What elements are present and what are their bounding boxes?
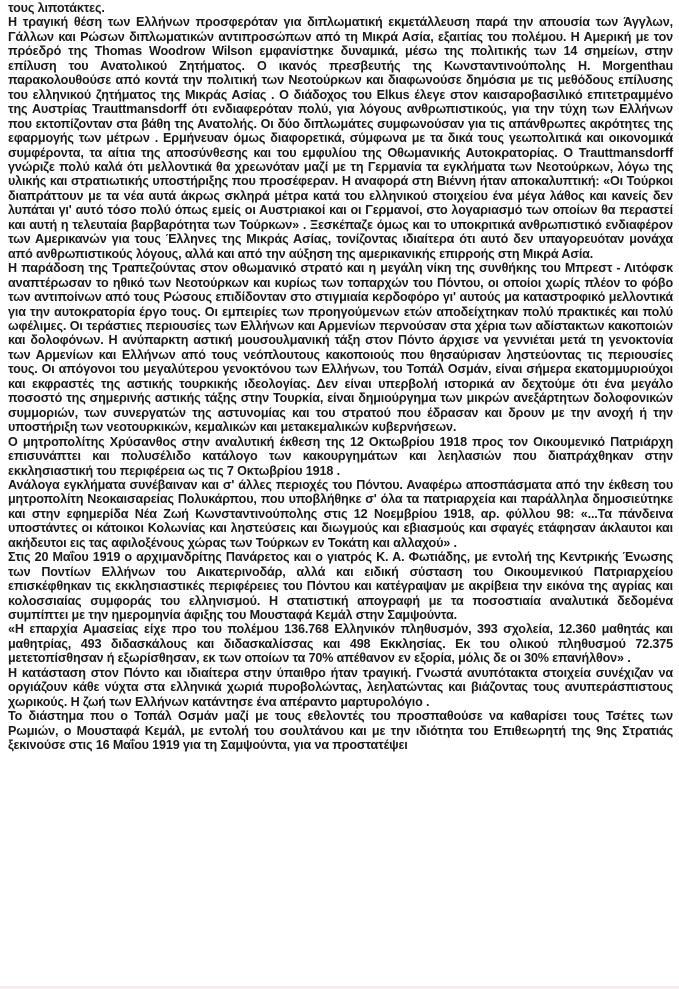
paragraph-topal-osman-kemal: Το διάστημα που ο Τοπάλ Οσμάν μαζί με τους εθελοντές του προσπαθούσε να καθαρίσει τους Τσέτες των Ρωμιών, ο Μουσταφά Κεμάλ, με εντολή του σουλτάνου και με την ιδιότητα του Επιθεωρητή της 9ης Στρατιάς ξεκινούσε στις 16 Μαΐου 1919 για τη Σαμψούντα, για να προστατέψει [8, 709, 673, 753]
document-page [8, 1, 673, 753]
paragraph-diplomacy: Η τραγική θέση των Ελλήνων προσφερόταν για διπλωματική εκμετάλλευση παρά την απουσία των Άγγλων, Γάλλων και Ρώσων διπλωματικών αντιπροσώπων από τη Μικρά Ασία, εξαιτίας του πολέμου. Η Αμερική με τον πρόεδρό της Thomas Woodrow Wilson εμφανίστηκε δυναμικά, μέσω της πολιτικής των 14 σημείων, στην επίλυση του Ανατολικού Ζητήματος. Ο ικανός πρεσβευτής της Κωνσταντινούπολης H. Morgenthau παρακολουθούσε από κοντά την πολιτική των Νεοτούρκων και διαφωνούσε δημόσια με τις μεθόδους επίλυσης του ελληνικού ζητήματος της Μικράς Ασίας . Ο διάδοχος του Elkus έλεγε στον καισαροβασιλικό επιτετραμμένο της Αυστρίας Trauttmansdorff ότι ενδιαφερόταν πολύ, για λόγους ανθρωπιστικούς, για την τύχη των Ελλήνων που εκτοπίζονταν στα βάθη της Ανατολής. Οι δύο διπλωμάτες συμφωνούσαν για τις απάνθρωπες ακρότητες της εφαρμογής των μέτρων . Ερμήνευαν όμως διαφορετικά, σύμφωνα με τα δικά τους γεωπολιτικά και οικονομικά συμφέροντα, τα αίτια της αποσύνθεσης και του εμφυλίου της Οθωμανικής Αυτοκρατορίας. Ο Trauttmansdorff γνώριζε πολύ καλά ότι μελλοντικά θα χρεωνόταν μαζί με τη Γερμανία τα εγκλήματα των Νεοτούρκων, λόγω της υλικής και στρατιωτικής υποστήριξης που προσέφεραν. Η αναφορά στη Βιέννη ήταν αποκαλυπτική: «Οι Τούρκοι διαπράττουν με τα νέα αυτά άκρως σκληρά μέτρα κατά του ελληνικού στοιχείου ένα μέγα λάθος και κανείς δεν λυπάται γι' αυτό τόσο πολύ όπως εμείς οι Αυστριακοί και οι Γερμανοί, στο λογαριασμό των οποίων θα περαστεί και αυτή η τελευταία βαρβαρότητα των Τούρκων» . Ξεσκέπαζε όμως και το υποκριτικά ανθρωπιστικό ενδιαφέρον των Αμερικανών για τους Έλληνες της Μικράς Ασίας, τονίζοντας ιδιαίτερα ότι αυτό δεν υπαγορευόταν μονάχα από ανθρωπιστικούς λόγους, αλλά και από την αύξηση της αμερικανικής επιρροής στη Μικρά Ασία. [8, 15, 673, 261]
paragraph-chrysanthos-report: Ο μητροπολίτης Χρύσανθος στην αναλυτική έκθεση της 12 Οκτωβρίου 1918 προς τον Οικουμενικό Πατριάρχη επισυνάπτει και πολυσέλιδο κατάλογο των κακουργημάτων και λεηλασιών που διαπράχθηκαν στην εκκλησιαστική του περιφέρεια ως τις 7 Οκτωβρίου 1918 . [8, 434, 673, 478]
paragraph-amasya-quote: «Η επαρχία Αμασείας είχε προ του πολέμου 136.768 Ελληνικόν πληθυσμόν, 393 σχολεία, 12.360 μαθητάς και μαθητρίας, 493 διδασκάλους και διδασκαλίσσας και 498 Εκκλησίας. Εκ του ολικού πληθυσμού 72.375 μετετοπίσθησαν ή εξωρίσθησαν, εκ των οποίων τα 70% απέθανον εν εξορία, μόλις δε οι 30% επανήλθον» . [8, 622, 673, 666]
paragraph-panaretos-fotiadis: Στις 20 Μαΐου 1919 ο αρχιμανδρίτης Πανάρετος και ο γιατρός Κ. Α. Φωτιάδης, με εντολή της Κεντρικής Ένωσης των Ποντίων Ελλήνων του Αικατερινοδάρ, αλλά και ειδική σύσταση του Οικουμενικού Πατριαρχείου επισκέφθηκαν τις εκκλησιαστικές περιφέρειες του Πόντου και κατέγραψαν με ακρίβεια την εικόνα της αγρίας και κολοσσιαίας συμφοράς του ελληνισμού. Η στατιστική απογραφή με τα ποσοστιαία αναλυτικά δεδομένα συμπίπτει με την ημερομηνία άφιξης του Μουσταφά Κεμάλ στην Σαμψούντα. [8, 550, 673, 623]
paragraph-trebizond: Η παράδοση της Τραπεζούντας στον οθωμανικό στρατό και η μεγάλη νίκη της συνθήκης του Μπρεστ - Λιτόφσκ αναπτέρωσαν το ηθικό των Νεοτούρκων και κυρίως των τοπαρχών του Πόντου, οι οποίοι χωρίς πλέον το φόβο των αντιποίνων από τους Ρώσους επιδίδονταν στο στιγμιαία κερδοφόρο γι' αυτούς μα καταστροφικό μελλοντικά για την αυτοκρατορία έργο τους. Οι εμπειρίες των προηγούμενων ετών αποδείχτηκαν πολύ πρακτικές και πολύ ωφέλιμες. Οι τεράστιες περιουσίες των Ελλήνων και Αρμενίων περνούσαν στα χέρια των αδίστακτων κακοποιών και δολοφόνων. Η ανύπαρκτη αστική μουσουλμανική τάξη στον Πόντο άρχισε να γεννιέται μετά τη γενοκτονία των Αρμενίων και Ελλήνων από τους νεόπλουτους κακοποιούς που θησαύρισαν ληστεύοντας τις περιουσίες τους. Οι απόγονοι του μεγαλύτερου γενοκτόνου των Ελλήνων, του Τοπάλ Οσμάν, είναι σήμερα εκατομμυριούχοι και εκφραστές της αστικής τουρκικής ιδεολογίας. Δεν είναι υπερβολή ιστορικά αν δεχτούμε ότι ένα μεγάλο ποσοστό της σημερινής αστικής τάξης στην Τουρκία, είναι δημιούργημα των μικρών ανεξάρτητων δολοφονικών συμμοριών, των συνεργατών της αστυνομίας και του στρατού που έδρασαν και δρουν με την ανοχή ή την υποστήριξη των νεοτουρκικών, κεμαλικών και μετακεμαλικών κυβερνήσεων. [8, 261, 673, 435]
paragraph-pontus-situation: Η κατάσταση στον Πόντο και ιδιαίτερα στην ύπαιθρο ήταν τραγική. Γνωστά ανυπότακτα στοιχεία συνέχιζαν να οργιάζουν κάθε νύχτα στα ελληνικά χωριά πυροβολώντας, λεηλατώντας και βιάζοντας τους ανυπεράσπιστους χωρικούς. Η ζωή των Ελλήνων κατάντησε ένα απέραντο μαρτυρολόγιο . [8, 665, 673, 709]
paragraph-deserters-end: τους λιποτάκτες. [8, 1, 105, 15]
paragraph-neocaesarea-report: Ανάλογα εγκλήματα συνέβαιναν και σ' άλλες περιοχές του Πόντου. Αναφέρω αποσπάσματα από την έκθεση του μητροπολίτη Νεοκαισαρείας Πολυκάρπου, που υποβλήθηκε σ' όλα τα πατριαρχεία και παράλληλα δημοσιεύτηκε και στην εφημερίδα Νέα Ζωή Κωνσταντινούπολης στις 12 Νοεμβρίου 1918, αρ. φύλλου 98: «...Τα πάνδεινα υποστάντες οι κάτοικοι Κολωνίας και ληστεύσεις και διωγμούς και εβιασμούς και σφαγές ετάφησαν άκλαυτοι και ακήδευτοι εις τας αφιλοξένους χώρας των Τούρκων εν Τοκάτη και αλλαχού» . [8, 477, 673, 550]
